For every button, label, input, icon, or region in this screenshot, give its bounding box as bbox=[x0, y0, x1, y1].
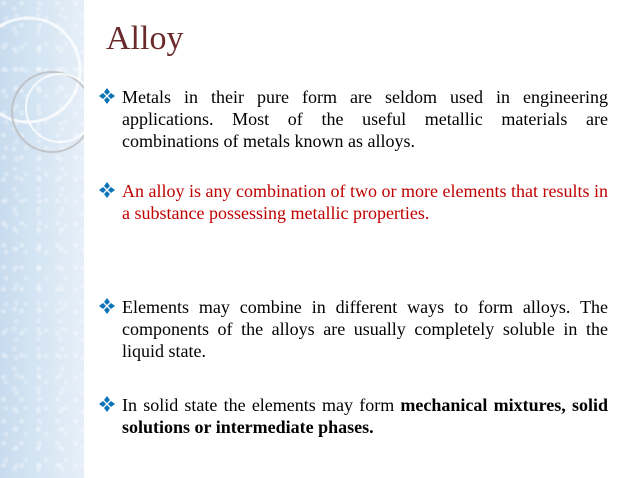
bullet-item bbox=[96, 394, 608, 438]
diamond-bullet-icon bbox=[98, 395, 116, 413]
diamond-bullet-icon bbox=[98, 87, 116, 105]
bullet-bold-text: mechanical mixtures, solid solutions or intermediate phases. bbox=[122, 395, 608, 437]
diamond-bullet-icon bbox=[98, 181, 116, 199]
slide-title: Alloy bbox=[106, 20, 184, 57]
bullet-item bbox=[96, 296, 608, 362]
bullet-text: In solid state the elements may form bbox=[122, 395, 401, 415]
bullet-item bbox=[96, 86, 608, 152]
decorative-circles-icon bbox=[0, 0, 84, 478]
bullet-text: Metals in their pure form are seldom used in engineering applications. Most of the useful metallic materials are combinations of metals known as alloys. bbox=[122, 87, 608, 151]
bullet-text: Elements may combine in different ways to form alloys. The components of the alloys are usually completely soluble in the liquid state. bbox=[122, 297, 608, 361]
diamond-bullet-icon bbox=[98, 297, 116, 315]
bullet-item bbox=[96, 180, 608, 224]
decorative-side-band bbox=[0, 0, 84, 478]
bullet-text: An alloy is any combination of two or more elements that results in a substance possessing metallic properties. bbox=[122, 181, 608, 223]
